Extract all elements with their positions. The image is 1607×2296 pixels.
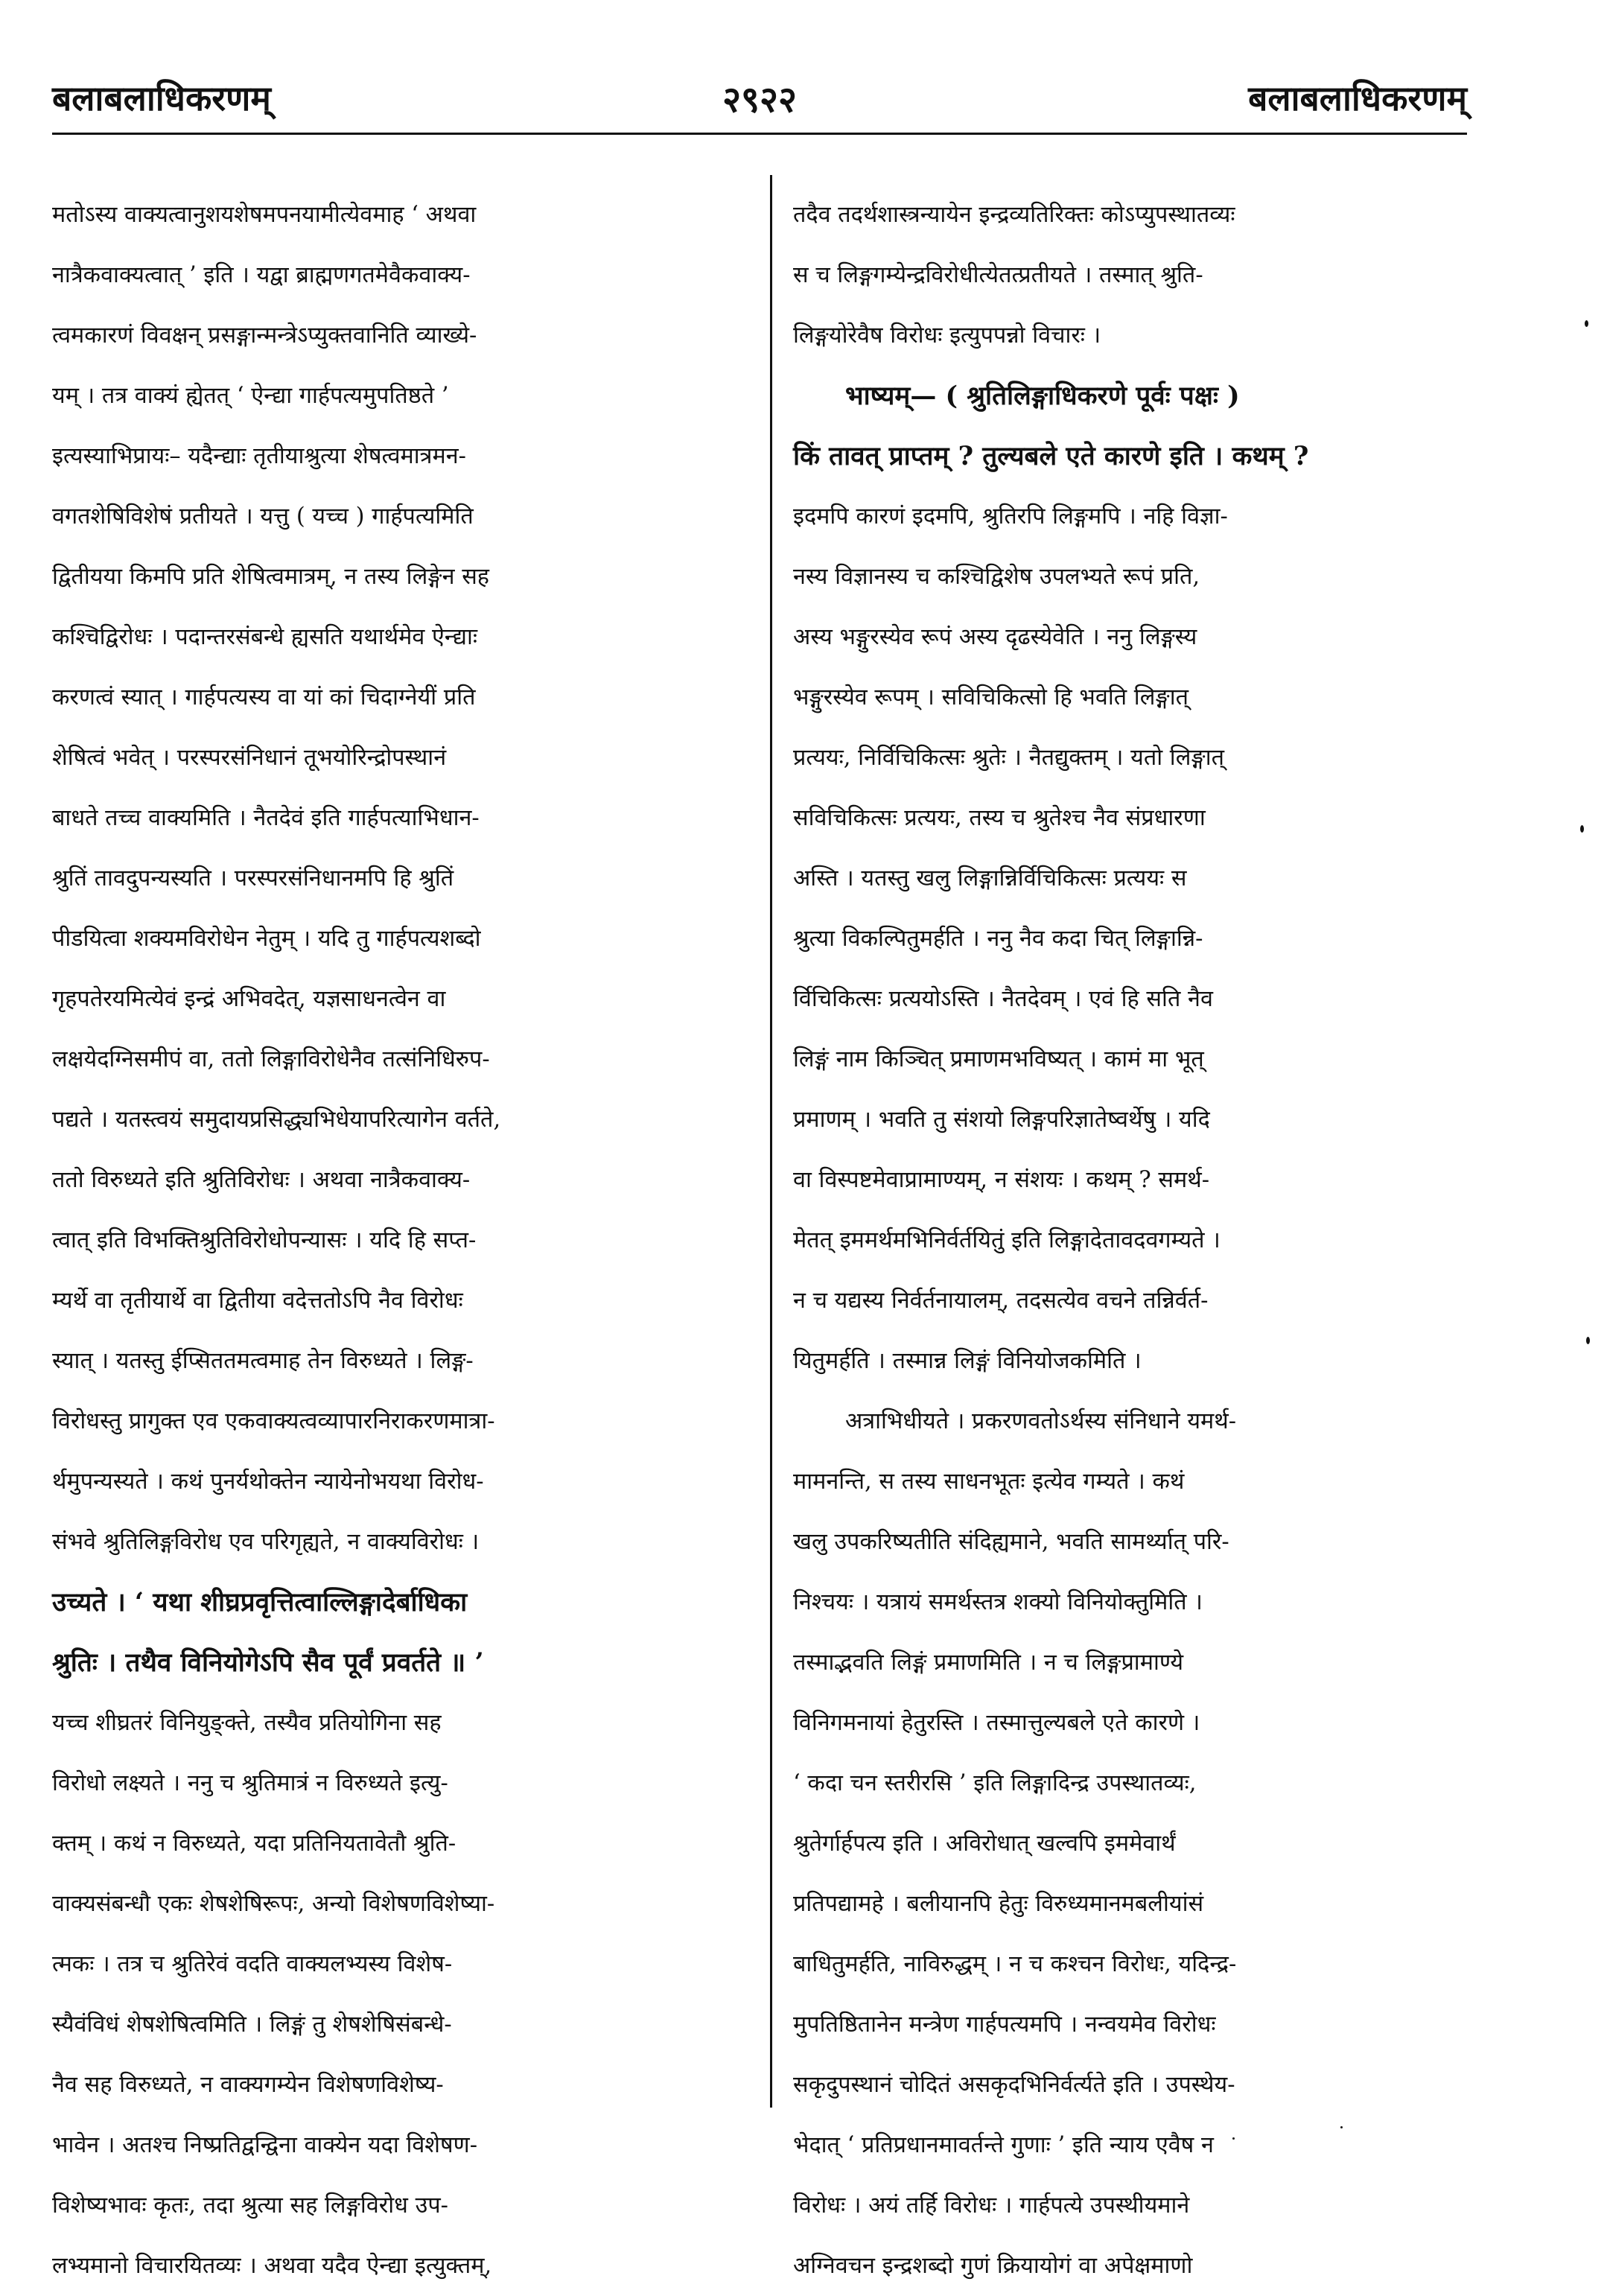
text-line: यम् । तत्र वाक्यं ह्येतत् ‘ ऐन्द्या गार्हपत्यमुपतिष्ठते ’: [52, 383, 449, 409]
verse-line: उच्यते । ‘ यथा शीघ्रप्रवृत्तित्वाल्लिङ्गादेर्बाधिका: [52, 1587, 468, 1618]
text-line: ततो विरुध्यते इति श्रुतिविरोधः । अथवा नात्रैकवाक्य-: [52, 1167, 471, 1193]
text-line: इत्यस्याभिप्रायः– यदैन्द्याः तृतीयाश्रुत्या शेषत्वमात्रमन-: [52, 443, 466, 469]
text-line: लक्षयेदग्निसमीपं वा, ततो लिङ्गाविरोधेनैव तत्संनिधिरुप-: [52, 1046, 490, 1072]
section-heading: भाष्यम्— ( श्रुतिलिङ्गाधिकरणे पूर्वः पक्षः ): [845, 381, 1240, 411]
text-line: मामनन्ति, स तस्य साधनभूतः इत्येव गम्यते । कथं: [793, 1469, 1185, 1495]
text-line: गृहपतेरयमित्येवं इन्द्रं अभिवदेत्, यज्ञसाधनत्वेन वा: [52, 986, 446, 1012]
text-line: स्यात् । यतस्तु ईप्सिततमत्वमाह तेन विरुध्यते । लिङ्ग-: [52, 1348, 474, 1374]
text-line: यितुमर्हति । तस्मान्न लिङ्गं विनियोजकमिति ।: [793, 1348, 1142, 1374]
text-line: लभ्यमानो विचारयितव्यः । अथवा यदैव ऐन्द्या इत्युक्तम्,: [52, 2253, 492, 2279]
text-line: त्मकः । तत्र च श्रुतिरेवं वदति वाक्यलभ्यस्य विशेष-: [52, 1951, 453, 1977]
text-line: लिङ्गयोरेवैष विरोधः इत्युपपन्नो विचारः ।: [793, 322, 1101, 349]
text-line: इदमपि कारणं इदमपि, श्रुतिरपि लिङ्गमपि । नहि विज्ञा-: [793, 503, 1228, 530]
text-line: नैव सह विरुध्यते, न वाक्यगम्येन विशेषणविशेष्य-: [52, 2072, 444, 2098]
text-line: पीडयित्वा शक्यमविरोधेन नेतुम् । यदि तु गार्हपत्यशब्दो: [52, 926, 481, 952]
text-line: विरोधः । अयं तर्हि विरोधः । गार्हपत्ये उपस्थीयमाने: [793, 2192, 1190, 2219]
text-line: पद्यते । यतस्त्वयं समुदायप्रसिद्ध्यभिधेयापरित्यागेन वर्तते,: [52, 1107, 501, 1133]
scan-speck: [1232, 2137, 1235, 2140]
running-title-right: बलाबलाधिकरणम्: [1248, 78, 1467, 118]
page-header: [52, 74, 1467, 134]
verse-line: श्रुतिः । तथैव विनियोगेऽपि सैव पूर्वं प्रवर्तते ॥ ’: [52, 1647, 484, 1678]
scan-speck: [1585, 320, 1588, 327]
running-title-left: बलाबलाधिकरणम्: [52, 78, 271, 118]
text-line: वाक्यसंबन्धौ एकः शेषशेषिरूपः, अन्यो विशेषणविशेष्या-: [52, 1891, 495, 1917]
text-line: किं तावत् प्राप्तम् ? तुल्यबले एते कारणे इति । कथम् ?: [793, 441, 1309, 471]
text-line: भावेन । अतश्च निष्प्रतिद्वन्द्विना वाक्येन यदा विशेषण-: [52, 2132, 478, 2158]
text-line: करणत्वं स्यात् । गार्हपत्यस्य वा यां कां चिदाग्नेयीं प्रति: [52, 684, 476, 710]
text-line: मेतत् इममर्थमभिनिर्वर्तयितुं इति लिङ्गादेतावदवगम्यते ।: [793, 1227, 1221, 1253]
text-line: अस्ति । यतस्तु खलु लिङ्गान्निर्विचिकित्सः प्रत्ययः स: [793, 865, 1187, 891]
text-line: कश्चिद्विरोधः । पदान्तरसंबन्धे ह्यसति यथार्थमेव ऐन्द्याः: [52, 624, 478, 650]
text-line: ‘ कदा चन स्तरीरसि ’ इति लिङ्गादिन्द्र उपस्थातव्यः,: [793, 1770, 1197, 1796]
header-rule: [52, 133, 1467, 135]
text-line: विनिगमनायां हेतुरस्ति । तस्मात्तुल्यबले एते कारणे ।: [793, 1710, 1200, 1736]
text-line: श्रुत्या विकल्पितुमर्हति । ननु नैव कदा चित् लिङ्गान्नि-: [793, 926, 1203, 952]
text-line: सविचिकित्सः प्रत्ययः, तस्य च श्रुतेश्च नैव संप्रधारणा: [793, 805, 1206, 831]
text-line: नस्य विज्ञानस्य च कश्चिद्विशेष उपलभ्यते रूपं प्रति,: [793, 564, 1200, 590]
text-line: भङ्गुरस्येव रूपम् । सविचिकित्सो हि भवति लिङ्गात्: [793, 684, 1188, 710]
scan-speck: [1340, 2126, 1343, 2128]
text-line: श्रुतिं तावदुपन्यस्यति । परस्परसंनिधानमपि हि श्रुतिं: [52, 865, 454, 891]
text-line: मतोऽस्य वाक्यत्वानुशयशेषमपनयामीत्येवमाह ‘ अथवा: [52, 202, 477, 228]
text-line: प्रमाणम् । भवति तु संशयो लिङ्गपरिज्ञातेष्वर्थेषु । यदि: [793, 1107, 1210, 1133]
text-line: प्रतिपद्यामहे । बलीयानपि हेतुः विरुध्यमानमबलीयांसं: [793, 1891, 1204, 1917]
text-line: खलु उपकरिष्यतीति संदिह्यमाने, भवति सामर्थ्यात् परि-: [793, 1529, 1229, 1555]
right-column: [793, 185, 1486, 2279]
text-line: न च यद्यस्य निर्वर्तनायालम्, तदसत्येव वचने तन्निर्वर्त-: [793, 1288, 1209, 1314]
text-line: निश्चयः । यत्रायं समर्थस्तत्र शक्यो विनियोक्तुमिति ।: [793, 1589, 1203, 1615]
text-line: वा विस्पष्टमेवाप्रामाण्यम्, न संशयः । कथम् ? समर्थ-: [793, 1167, 1210, 1193]
text-line: र्विचिकित्सः प्रत्ययोऽस्ति । नैतदेवम् । एवं हि सति नैव: [793, 986, 1213, 1012]
text-line: शेषित्वं भवेत् । परस्परसंनिधानं तूभयोरिन्द्रोपस्थानं: [52, 745, 447, 771]
text-line: त्वमकारणं विवक्षन् प्रसङ्गान्मन्त्रेऽप्युक्तवानिति व्याख्ये-: [52, 322, 477, 349]
text-line: भेदात् ‘ प्रतिप्रधानमावर्तन्ते गुणाः ’ इति न्याय एवैष न: [793, 2132, 1214, 2158]
text-line: लिङ्गं नाम किञ्चित् प्रमाणमभविष्यत् । कामं मा भूत्: [793, 1046, 1204, 1072]
column-divider: [770, 175, 772, 2108]
text-line: वगतशेषिविशेषं प्रतीयते । यत्तु ( यच्च ) गार्हपत्यमिति: [52, 503, 474, 530]
text-line: विशेष्यभावः कृतः, तदा श्रुत्या सह लिङ्गविरोध उप-: [52, 2192, 448, 2219]
text-line: अस्य भङ्गुरस्येव रूपं अस्य दृढस्येवेति । ननु लिङ्गस्य: [793, 624, 1197, 650]
scan-speck: [1580, 825, 1584, 833]
text-line: नात्रैकवाक्यत्वात् ’ इति । यद्वा ब्राह्मणगतमेवैकवाक्य-: [52, 262, 471, 288]
text-line: द्वितीयया किमपि प्रति शेषित्वमात्रम्, न तस्य लिङ्गेन सह: [52, 564, 490, 590]
text-line: संभवे श्रुतिलिङ्गविरोध एव परिगृह्यते, न वाक्यविरोधः ।: [52, 1529, 480, 1555]
text-line: श्रुतेर्गार्हपत्य इति । अविरोधात् खल्वपि इममेवार्थं: [793, 1831, 1176, 1857]
text-line: यच्च शीघ्रतरं विनियुङ्क्ते, तस्यैव प्रतियोगिना सह: [52, 1710, 442, 1736]
section-opening-line: अत्राभिधीयते । प्रकरणवतोऽर्थस्य संनिधाने यमर्थ-: [845, 1408, 1237, 1434]
text-line: स्यैवंविधं शेषशेषित्वमिति । लिङ्गं तु शेषशेषिसंबन्धे-: [52, 2012, 452, 2038]
text-line: प्रत्ययः, निर्विचिकित्सः श्रुतेः । नैतद्युक्तम् । यतो लिङ्गात्: [793, 745, 1224, 771]
text-line: बाधते तच्च वाक्यमिति । नैतदेवं इति गार्हपत्याभिधान-: [52, 805, 480, 831]
page-number: २९२२: [722, 79, 797, 121]
left-column: [52, 185, 745, 2279]
text-line: र्थमुपन्यस्यते । कथं पुनर्यथोक्तेन न्यायेनोभयथा विरोध-: [52, 1469, 484, 1495]
text-line: अग्निवचन इन्द्रशब्दो गुणं क्रियायोगं वा अपेक्षमाणो: [793, 2253, 1193, 2279]
text-line: तस्माद्भवति लिङ्गं प्रमाणमिति । न च लिङ्गप्रामाण्ये: [793, 1650, 1184, 1676]
text-line: सकृदुपस्थानं चोदितं असकृदभिनिर्वर्त्यते इति । उपस्थेय-: [793, 2072, 1235, 2098]
text-line: मुपतिष्ठितानेन मन्त्रेण गार्हपत्यमपि । नन्वयमेव विरोधः: [793, 2012, 1216, 2038]
text-line: विरोधस्तु प्रागुक्त एव एकवाक्यत्वव्यापारनिराकरणमात्रा-: [52, 1408, 495, 1434]
text-line: तदैव तदर्थशास्त्रन्यायेन इन्द्रव्यतिरिक्तः कोऽप्युपस्थातव्यः: [793, 202, 1235, 228]
text-line: त्वात् इति विभक्तिश्रुतिविरोधोपन्यासः । यदि हि सप्त-: [52, 1227, 477, 1253]
text-line: क्तम् । कथं न विरुध्यते, यदा प्रतिनियतावेतौ श्रुति-: [52, 1831, 456, 1857]
text-line: म्यर्थे वा तृतीयार्थे वा द्वितीया वदेत्ततोऽपि नैव विरोधः: [52, 1288, 463, 1314]
text-line: बाधितुमर्हति, नाविरुद्धम् । न च कश्चन विरोधः, यदिन्द्र-: [793, 1951, 1237, 1977]
text-line: स च लिङ्गगम्येन्द्रविरोधीत्येतत्प्रतीयते । तस्मात् श्रुति-: [793, 262, 1203, 288]
scan-speck: [1586, 1337, 1590, 1344]
text-line: विरोधो लक्ष्यते । ननु च श्रुतिमात्रं न विरुध्यते इत्यु-: [52, 1770, 448, 1796]
